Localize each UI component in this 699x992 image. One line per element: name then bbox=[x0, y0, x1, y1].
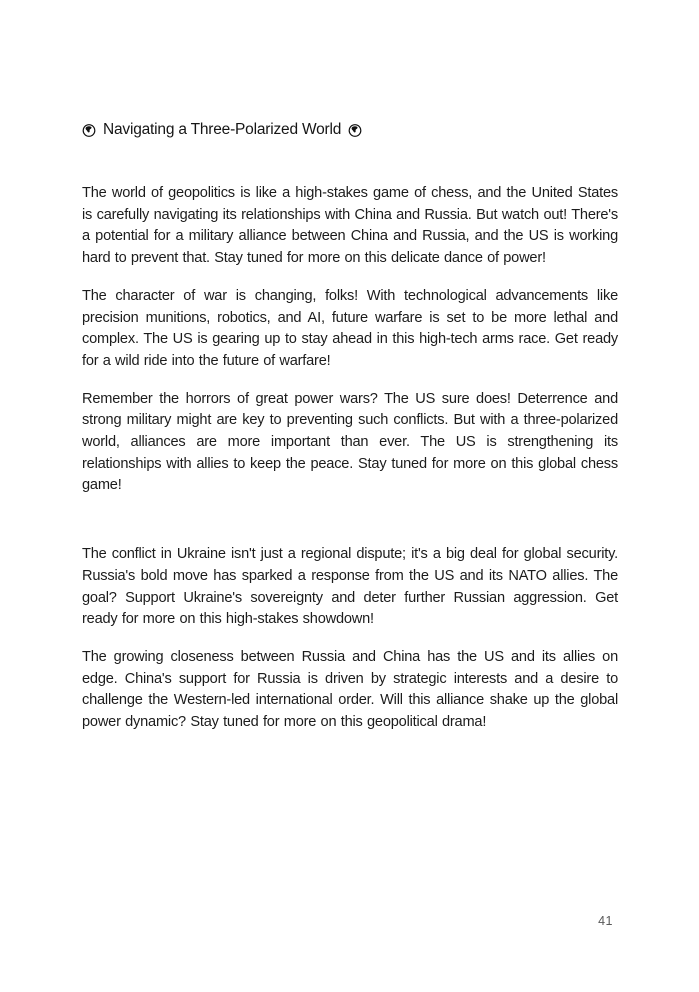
paragraph-russia-china-closeness: The growing closeness between Russia and China has the US and its allies on edge. China's support for Russia is driven by strategic interests and a desire to challenge the Western-led international order. Will this alliance shake up the global power dynamic? Stay tuned for more on this geopolitical drama! bbox=[82, 648, 618, 731]
text-column bbox=[82, 0, 618, 734]
paragraph-great-power-wars: Remember the horrors of great power wars? The US sure does! Deterrence and strong military might are key to preventing such conflicts. But with a three-polarized world, alliances are more important than ever. The US is strengthening its relationships with allies to keep the peace. Stay tuned for more on this global chess game! bbox=[82, 390, 618, 494]
globe-americas-icon bbox=[82, 124, 96, 138]
paragraph-geopolitics-chess: The world of geopolitics is like a high-stakes game of chess, and the United States is carefully navigating its relationships with China and Russia. But watch out! There's a potential for a military alliance between China and Russia, and the US is working hard to prevent that. Stay tuned for more on this delicate dance of power! bbox=[82, 185, 618, 267]
globe-americas-icon bbox=[348, 124, 362, 138]
page-number: 41 bbox=[598, 914, 613, 928]
paragraph-ukraine-conflict: The conflict in Ukraine isn't just a regional dispute; it's a big deal for global security. Russia's bold move has sparked a response from the US and its NATO allies. The goal? Support Ukraine's sovereignty and deter further Russian aggression. Get ready for more on this high-stakes showdown! bbox=[82, 546, 618, 628]
paragraph-character-of-war: The character of war is changing, folks! With technological advancements like precision munitions, robotics, and AI, future warfare is set to be more lethal and complex. The US is gearing up to stay ahead in this high-tech arms race. Get ready for a wild ride into the future of warfare! bbox=[82, 287, 618, 369]
heading-text: Navigating a Three-Polarized World bbox=[103, 121, 342, 138]
section-heading bbox=[82, 121, 618, 139]
